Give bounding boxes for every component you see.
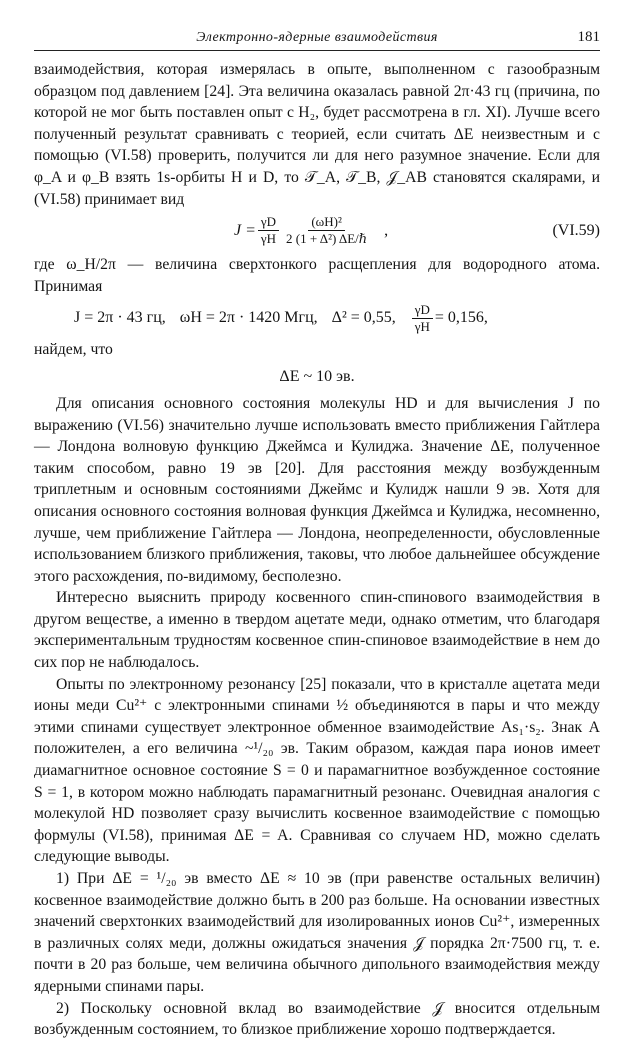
param-ratio: $\frac{\gamma D}{\gamma H}$: [412, 302, 433, 335]
equation-comma: ,: [384, 221, 389, 239]
paragraph: Опыты по электронному резонансу [25] показали, что в кристалле ацетата меди ионы меди Cu²⁺ с электронными спинами ½ объединяются в пары и что между этими спинами существует электронное обменное взаимодействие As₁·s₂. Знак A положителен, а его величина ~¹/₂₀ эв. Таким образом, каждая пара ионов имеет диамагнитное основное состояние S = 0 и парамагнитное возбужденное состояние S = 1, в котором можно наблюдать парамагнитный резонанс. Очевидная аналогия с молекулой HD позволяет сразу вычислить косвенное взаимодействие с помощью формулы (VI.58), принимая ΔE = A. Сравнивая со случаем HD, можно сделать следующие выводы.: [34, 675, 600, 866]
body-text: [34, 59, 600, 1041]
equation-lhs: J =: [234, 221, 256, 239]
param-delta: Δ² = 0,55,: [331, 309, 396, 327]
paragraph: Для описания основного состояния молекулы HD и для вычисления J по выражению (VI.56) значительно лучше использовать вместо приближения Гайтлера — Лондона волновую функцию Джеймса и Кулиджа. Значение ΔE, полученное таким способом, равно 19 эв [20]. Для расстояния между возбужденным триплетным и основным состояниями Джеймс и Кулидж нашли 9 эв. Хотя для описания основного состояния волновая функция Джеймса и Кулиджа, несомненно, лучше, чем приближение Гайтлера — Лондона, неопределенности, обусловленные использованием близкого приближения, таковы, что любое дальнейшее обсуждение этого расхождения, по-видимому, бесполезно.: [34, 394, 600, 585]
paragraph: Интересно выяснить природу косвенного спин-спинового взаимодействия в другом веществе, а именно в твердом ацетате меди, однако отметим, что благодаря экспериментальным трудностям косвенное спин-спиновое взаимодействие в нем до сих пор не наблюдалось.: [34, 589, 600, 672]
running-header: [34, 28, 600, 51]
paragraph: где ω_H/2π — величина сверхтонкого расщепления для водородного атома. Принимая: [34, 256, 600, 295]
param-j: J = 2π · 43 гц,: [74, 309, 166, 327]
book-page: [34, 28, 600, 1041]
equation-number: (VI.59): [552, 222, 600, 240]
ratio-fraction: $\frac{\gamma D}{\gamma H}$: [258, 214, 279, 247]
equation-parameters: [34, 297, 600, 339]
paragraph: найдем, что: [34, 341, 113, 359]
param-omega: ωH = 2π · 1420 Мгц,: [179, 309, 318, 327]
equation-vi59: [34, 210, 600, 254]
equation-result: ΔE ~ 10 эв.: [279, 367, 355, 385]
list-item: 1) При ΔE = ¹/₂₀ эв вместо ΔE ≈ 10 эв (при равенстве остальных величин) косвенное взаимодействие должно быть в 200 раз больше. На основании известных значений сверхтонких взаимодействий для изолированных ионов Cu²⁺, измеренных в различных солях меди, должны ожидаться значения 𝒥 порядка 2π·7500 гц, т. е. почти в 20 раз больше, чем величина обычного дипольного взаимодействия между ядерными спинами пары.: [34, 870, 600, 995]
list-item: 2) Поскольку основной вклад во взаимодействие 𝒥 вносится отдельным возбужденным состоянием, то близкое приближение хорошо подтверждается.: [34, 999, 600, 1039]
main-fraction: $\frac{\text{(ωH)²}}{\text{2 (1 + Δ²) ΔE/ℏ}}$: [286, 214, 368, 247]
running-title: Электронно-ядерные взаимодействия: [196, 30, 438, 45]
paragraph: взаимодействия, которая измерялась в опыте, выполненном с газообразным образцом под давлением [24]. Эта величина оказалась равной 2π·43 гц (причина, по которой не мог быть поставлен опыт с H₂, будет рассмотрена в гл. XI). Лучше всего полученный результат сравнивать с теорией, если считать ΔE неизвестным и с помощью (VI.58) проверить, получится ли для него разумное значение. Если для φ_A и φ_B взять 1s-орбиты H и D, то 𝒯_A, 𝒯_B, 𝒥_AB становятся скалярами, и (VI.58) принимает вид: [34, 61, 600, 208]
param-ratio-value: = 0,156,: [434, 309, 488, 327]
page-number: 181: [577, 29, 600, 45]
